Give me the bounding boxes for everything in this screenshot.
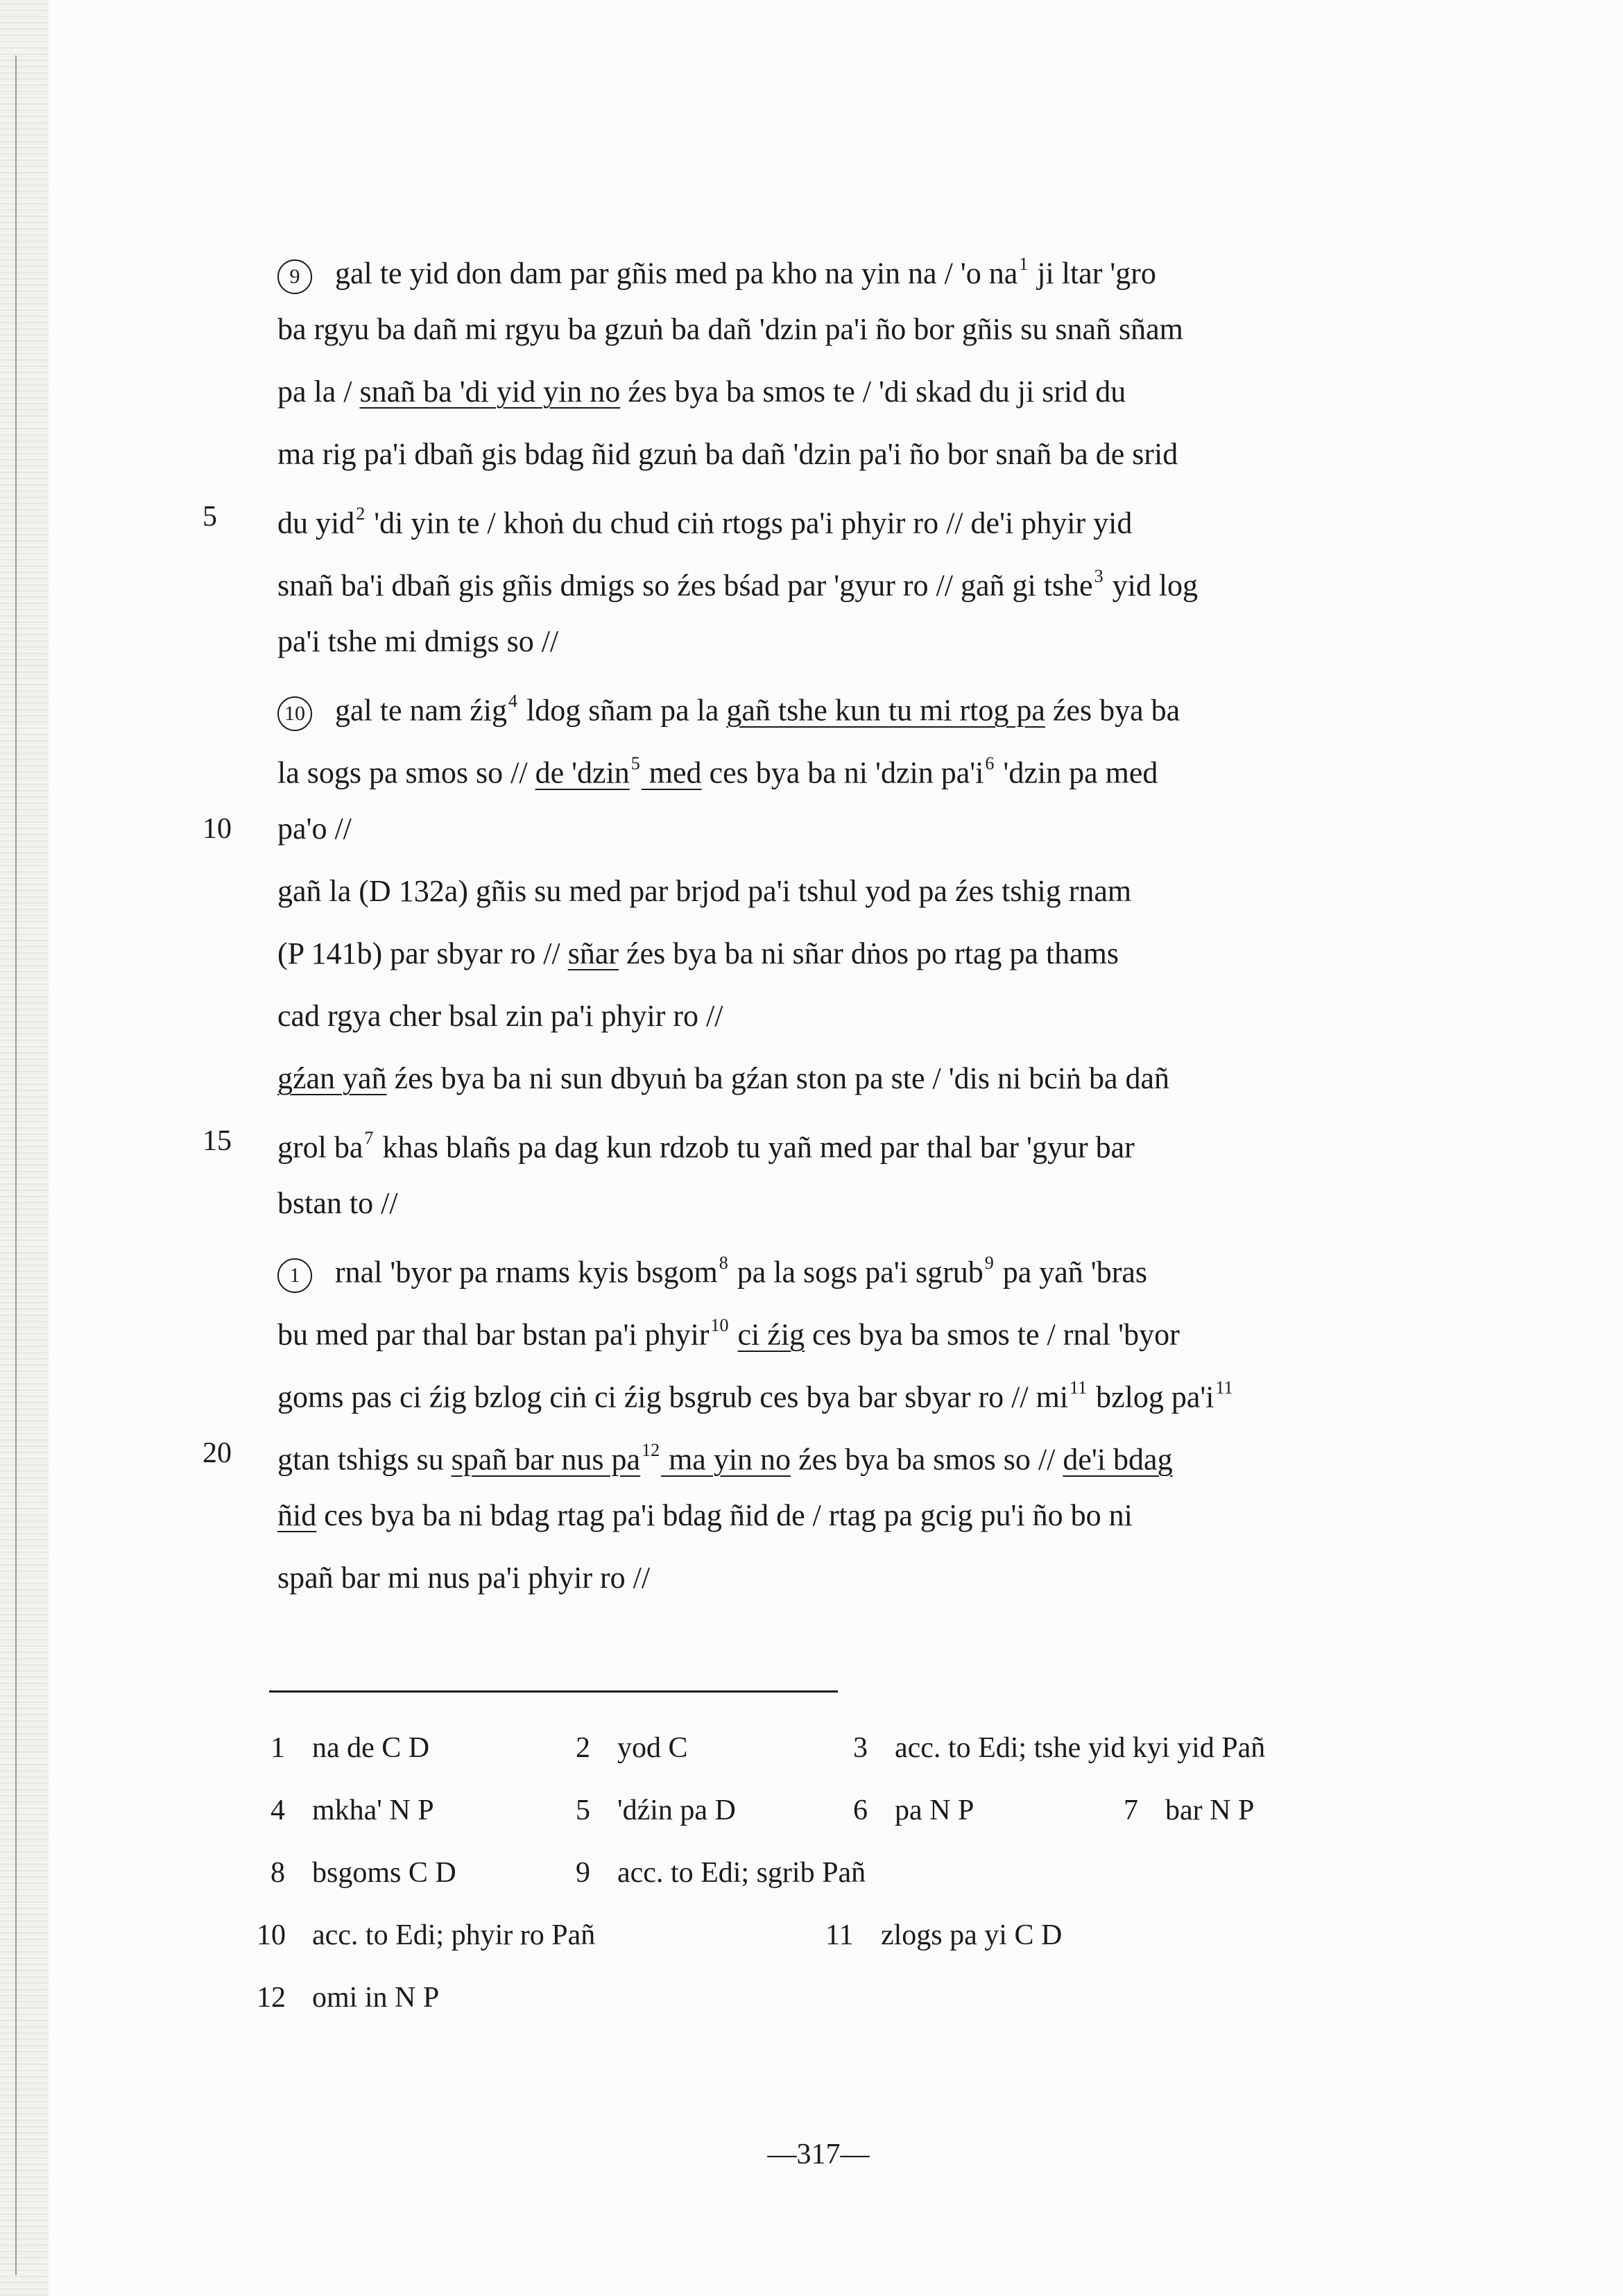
footnote-1: 1 na de C D [270, 1732, 430, 1764]
footnote-9: 9 acc. to Edi; sgrib Pañ [576, 1857, 866, 1889]
text-line-22: spañ bar mi nus pa'i phyir ro // [277, 1561, 651, 1595]
underlined-lemma: gañ tshe kun tu mi rtog pa [726, 693, 1045, 728]
footnote-row-4 [257, 1904, 1436, 1967]
text-line-2: ba rgyu ba dañ mi rgyu ba gzuṅ ba dañ 'dzin pa'i ño bor gñis su snañ sñam [277, 312, 1183, 346]
text-line-19: goms pas ci źig bzlog ciṅ ci źig bsgrub ces bya bar sbyar ro // mi$^{11}$ bzlog pa'i$^{11}$ [277, 1378, 1233, 1414]
footnote-ref: 3 [1094, 566, 1104, 586]
footnote-row-3 [257, 1842, 1436, 1904]
footnote-ref: 10 [710, 1315, 729, 1335]
text-line-4: ma rig pa'i dbañ gis bdag ñid gzuṅ ba dañ 'dzin pa'i ño bor snañ ba de srid [277, 437, 1178, 471]
text-line-17: 1 rnal 'byor pa rnams kyis bsgom$^8$ pa la sogs pa'i sgrub$^9$ pa yañ 'bras [277, 1235, 1415, 1297]
text-line-20: gtan tshigs su spañ bar nus pa$^{12}$ ma yin no źes bya ba smos so // de'i bdag [277, 1440, 1173, 1477]
footnote-6: 6 pa N P [853, 1794, 974, 1826]
footnote-ref: 7 [364, 1128, 374, 1148]
underlined-lemma: sñar [567, 936, 619, 970]
section-number-9: 9 [277, 259, 312, 294]
footnote-3: 3 acc. to Edi; tshe yid kyi yid Pañ [853, 1732, 1266, 1764]
underlined-lemma: ma yin no [661, 1442, 791, 1477]
footnote-separator [269, 1690, 838, 1693]
text-line-9: la sogs pa smos so // de 'dzin$^5$ med ces bya ba ni 'dzin pa'i$^6$ 'dzin pa med [277, 753, 1158, 790]
underlined-lemma: med [641, 755, 702, 790]
footnote-ref: 2 [356, 504, 366, 524]
footnote-12: 12 omi in N P [257, 1982, 440, 2014]
footnote-row-2 [257, 1779, 1436, 1842]
underlined-lemma: ñid [277, 1498, 317, 1532]
underlined-lemma: snañ ba 'di yid yin no [359, 375, 621, 409]
text-line-10: pa'o // [277, 812, 352, 846]
text-line-8: 10 gal te nam źig$^4$ ldog sñam pa la gañ tshe kun tu mi rtog pa źes bya ba [277, 673, 1415, 735]
underlined-lemma: gźan yañ [277, 1061, 387, 1095]
footnote-5: 5 'dźin pa D [576, 1794, 736, 1826]
footnote-ref: 1 [1019, 254, 1029, 274]
underlined-lemma: de'i bdag [1063, 1442, 1173, 1477]
text-line-12: (P 141b) par sbyar ro // sñar źes bya ba ni sñar dṅos po rtag pa thams [277, 936, 1119, 970]
footnote-11: 11 zlogs pa yi C D [825, 1919, 1063, 1951]
text-line-11: gañ la (D 132a) gñis su med par brjod pa'i tshul yod pa źes tshig rnam [277, 874, 1132, 908]
footnote-2: 2 yod C [576, 1732, 688, 1764]
footnote-ref: 6 [985, 753, 995, 773]
footnote-7: 7 bar N P [1124, 1794, 1255, 1826]
footnote-4: 4 mkha' N P [270, 1794, 434, 1826]
underlined-lemma: de 'dzin [535, 755, 630, 790]
section-number-10: 10 [277, 696, 312, 731]
scan-binding-line [15, 55, 17, 2275]
footnote-ref: 8 [719, 1253, 728, 1273]
footnote-ref: 12 [642, 1440, 660, 1460]
text-line-18: bu med par thal bar bstan pa'i phyir$^{10}$ ci źig ces bya ba smos te / rnal 'byor [277, 1315, 1180, 1352]
section-number-1: 1 [277, 1258, 312, 1293]
underlined-lemma: spañ bar nus pa [451, 1442, 641, 1477]
footnote-ref: 4 [508, 691, 518, 711]
line-number-15: 15 [203, 1125, 232, 1157]
footnote-row-5 [257, 1967, 1436, 2029]
text-line-14: gźan yañ źes bya ba ni sun dbyuṅ ba gźan ston pa ste / 'dis ni bciṅ ba dañ [277, 1061, 1170, 1095]
scan-binding-edge [0, 0, 49, 2296]
underlined-lemma: ci źig [737, 1317, 805, 1352]
text-line-21: ñid ces bya ba ni bdag rtag pa'i bdag ñid de / rtag pa gcig pu'i ño bo ni [277, 1498, 1133, 1532]
page-number: —317— [767, 2139, 870, 2170]
text-line-13: cad rgya cher bsal zin pa'i phyir ro // [277, 999, 723, 1033]
footnote-ref: 9 [984, 1253, 994, 1273]
footnote-ref: 5 [630, 753, 640, 773]
text-line-1: 9 gal te yid don dam par gñis med pa kho na yin na / 'o na$^1$ ji ltar 'gro [277, 236, 1415, 298]
footnote-ref: 11 [1215, 1378, 1233, 1398]
text-line-5: du yid$^2$ 'di yin te / khoṅ du chud ciṅ rtogs pa'i phyir ro // de'i phyir yid [277, 504, 1133, 540]
text-line-7: pa'i tshe mi dmigs so // [277, 624, 559, 658]
text-line-15: grol ba$^7$ khas blañs pa dag kun rdzob tu yañ med par thal bar 'gyur bar [277, 1128, 1135, 1165]
footnote-row-1 [257, 1717, 1436, 1779]
text-line-3: pa la / snañ ba 'di yid yin no źes bya ba smos te / 'di skad du ji srid du [277, 375, 1126, 409]
footnote-8: 8 bsgoms C D [270, 1857, 456, 1889]
line-number-20: 20 [203, 1437, 232, 1469]
line-number-5: 5 [203, 501, 217, 533]
footnote-ref: 11 [1070, 1378, 1088, 1398]
line-number-10: 10 [203, 813, 232, 845]
text-line-16: bstan to // [277, 1186, 398, 1220]
footnote-10: 10 acc. to Edi; phyir ro Pañ [257, 1919, 596, 1951]
text-line-6: snañ ba'i dbañ gis gñis dmigs so źes bśad par 'gyur ro // gañ gi tshe$^3$ yid log [277, 566, 1199, 603]
